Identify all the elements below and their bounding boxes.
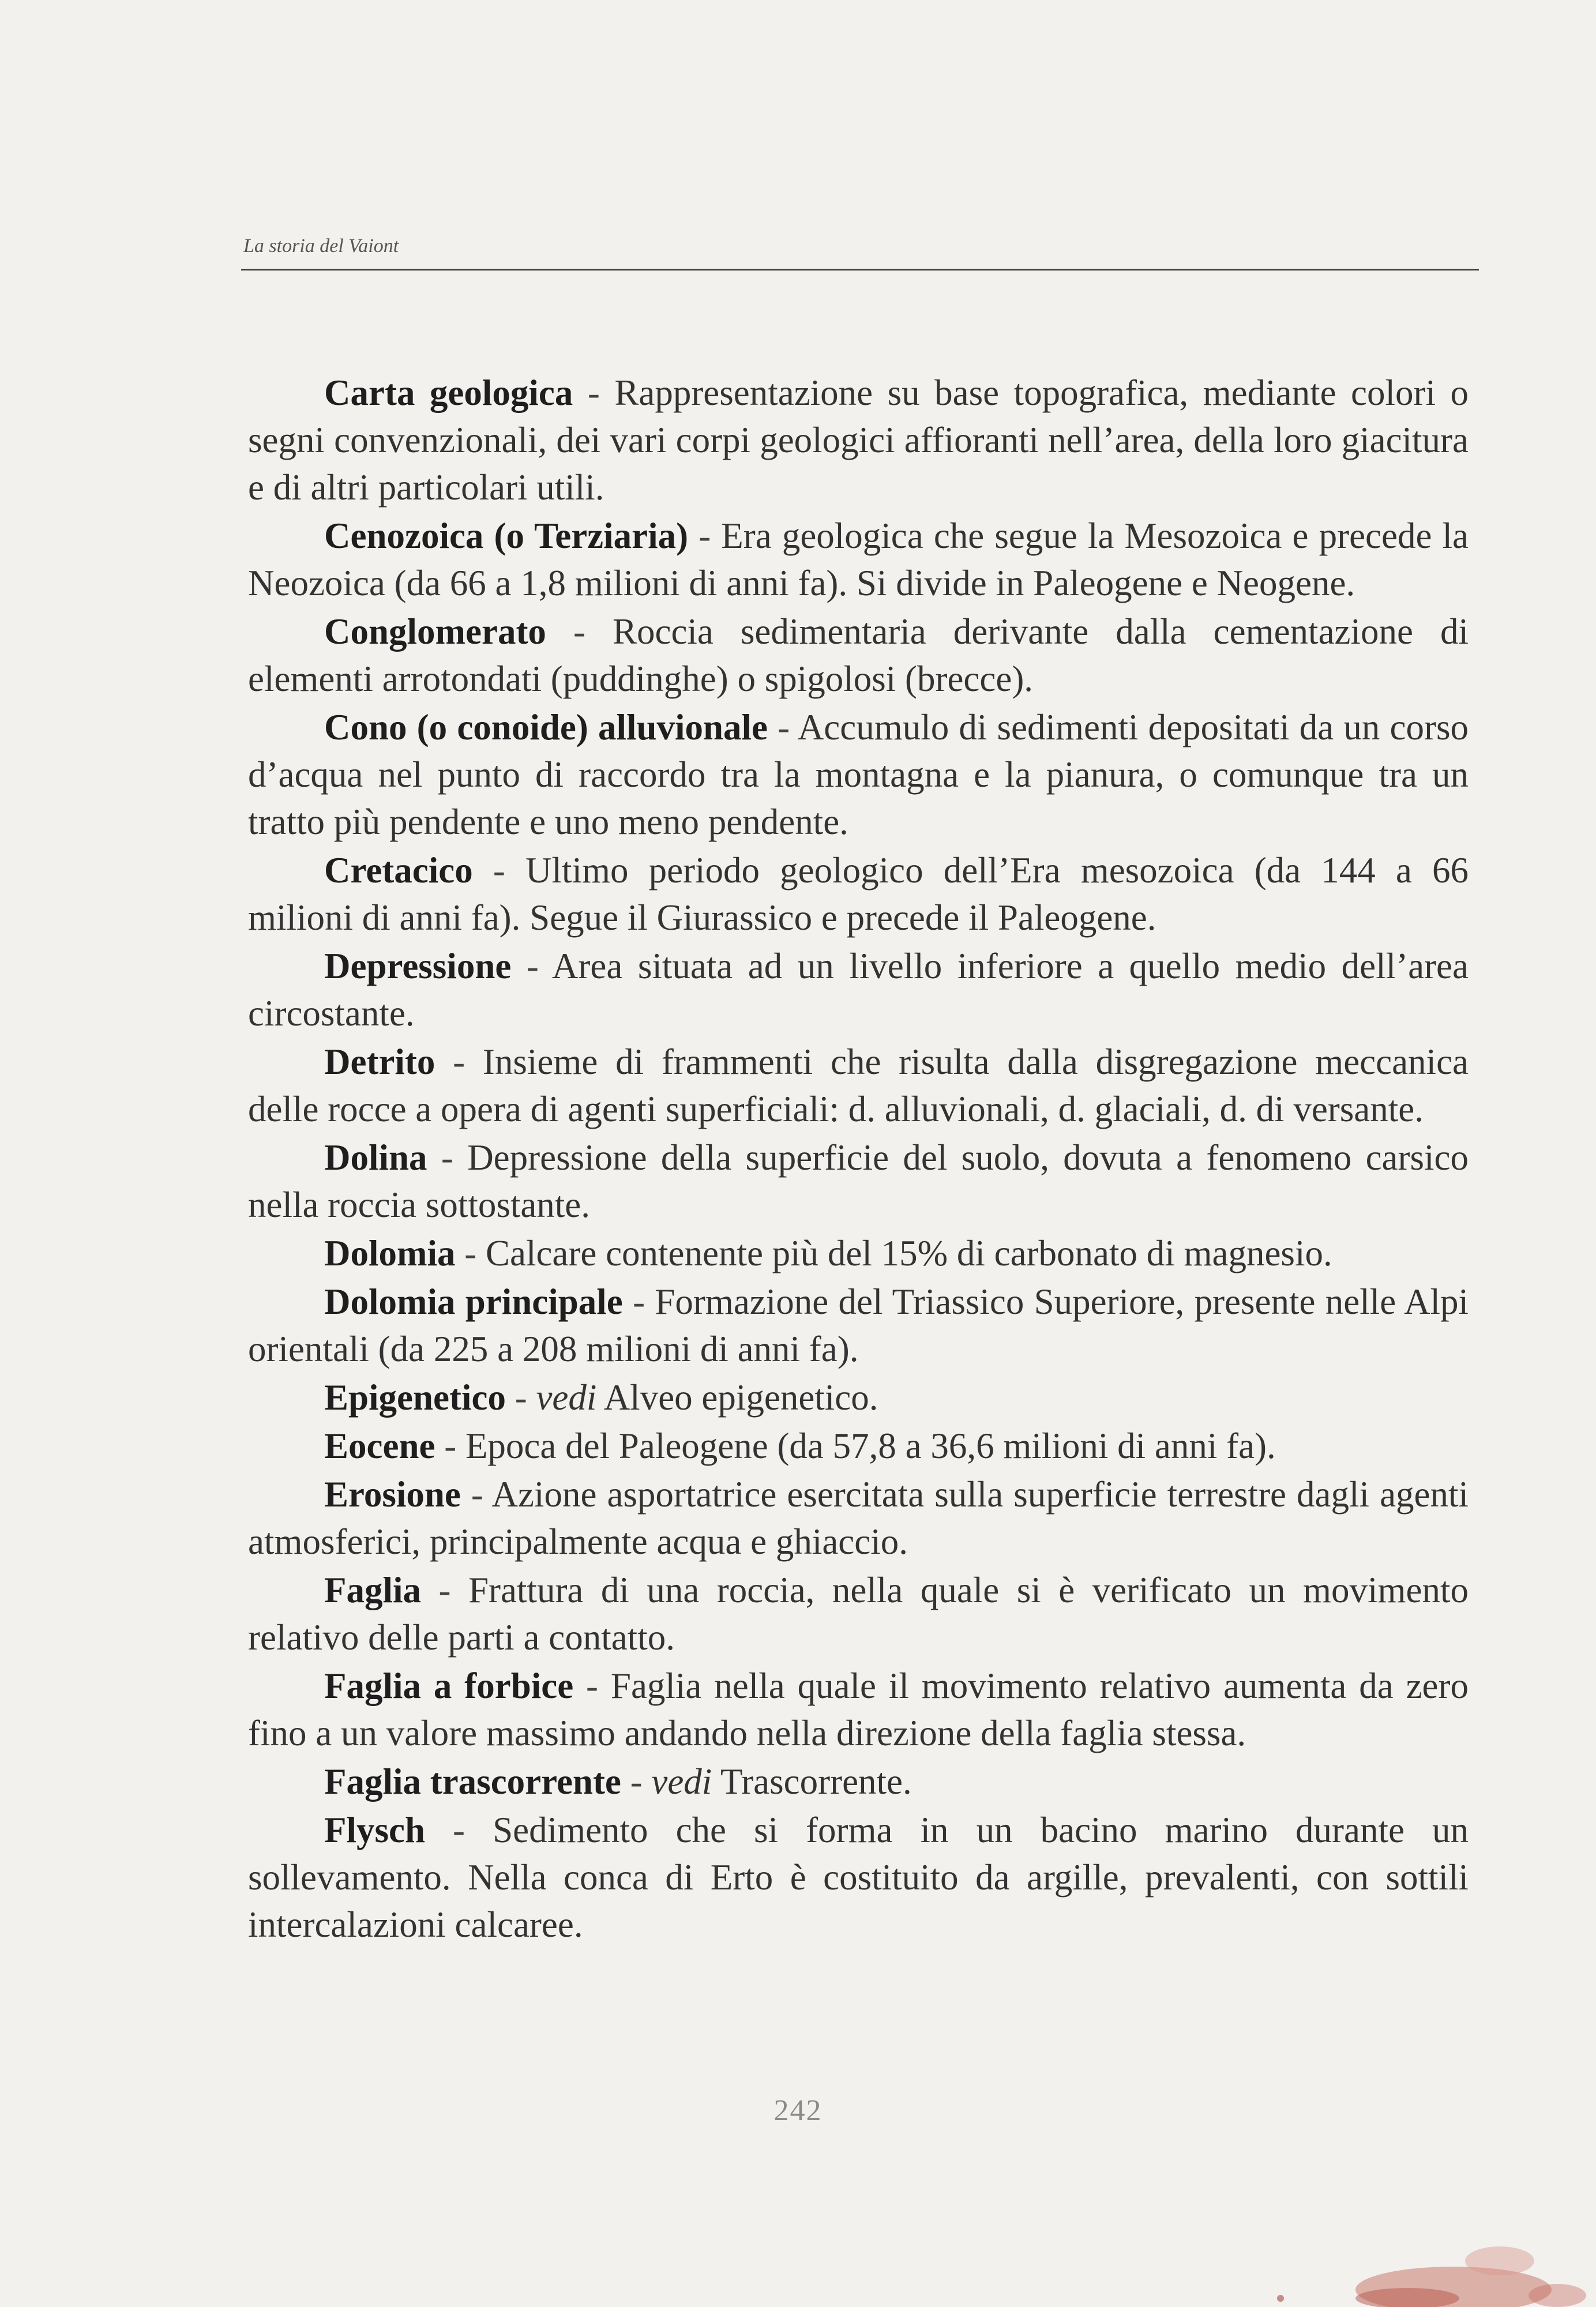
definition-text: Area situata ad un livello inferiore a quello medio dell’area circostante.: [248, 946, 1469, 1034]
term-separator: -: [455, 1233, 486, 1273]
glossary-term: Faglia trascorrente: [324, 1761, 621, 1802]
term-separator: -: [427, 1137, 468, 1178]
definition-text: Roccia sedimentaria derivante dalla cementazione di elementi arrotondati (puddinghe) o spigolosi (brecce).: [248, 611, 1469, 699]
term-separator: -: [425, 1810, 493, 1850]
definition-text: Calcare contenente più del 15% di carbonato di magnesio.: [485, 1233, 1332, 1273]
definition-text: Alveo epigenetico.: [603, 1377, 878, 1418]
paper-stain: [1084, 2174, 1596, 2307]
definition-text: Trascorrente.: [720, 1761, 912, 1802]
cross-reference-marker: vedi: [651, 1761, 712, 1802]
page-number: 242: [773, 2094, 823, 2127]
definition-text: Azione asportatrice esercitata sulla superficie terrestre dagli agenti atmosferici, principalmente acqua e ghiaccio.: [248, 1474, 1469, 1562]
glossary-entry: [248, 1471, 1469, 1565]
definition-text: Accumulo di sedimenti depositati da un corso d’acqua nel punto di raccordo tra la montagna e la pianura, o comunque tra un tratto più pendente e uno meno pendente.: [248, 707, 1469, 842]
glossary-entry: [248, 847, 1469, 941]
glossary-entry: [248, 1566, 1469, 1661]
glossary-term: Eocene: [324, 1426, 435, 1466]
definition-text: Frattura di una roccia, nella quale si è verificato un movimento relativo delle parti a contatto.: [248, 1570, 1469, 1658]
definition-text: Depressione della superficie del suolo, dovuta a fenomeno carsico nella roccia sottostante.: [248, 1137, 1469, 1225]
glossary-term: Dolomia principale: [324, 1282, 623, 1322]
term-separator: -: [688, 516, 722, 556]
glossary-entry: [248, 369, 1469, 511]
definition-text: Faglia nella quale il movimento relativo aumenta da zero fino a un valore massimo andando nella direzione della faglia stessa.: [248, 1666, 1469, 1753]
term-separator: -: [421, 1570, 468, 1610]
term-separator: -: [460, 1474, 492, 1515]
glossary-term: Carta geologica: [324, 373, 573, 413]
glossary-term: Dolomia: [324, 1233, 456, 1273]
glossary-entry: [248, 1038, 1469, 1133]
term-separator: -: [621, 1761, 652, 1802]
glossary-list: [248, 369, 1469, 1949]
glossary-entry: [248, 1662, 1469, 1757]
glossary-entry: [248, 1278, 1469, 1373]
term-separator: -: [472, 850, 525, 891]
definition-text: Epoca del Paleogene (da 57,8 a 36,6 milioni di anni fa).: [465, 1426, 1276, 1466]
glossary-entry: [248, 1422, 1469, 1470]
glossary-entry: [248, 1230, 1469, 1277]
glossary-term: Faglia a forbice: [324, 1666, 574, 1706]
glossary-entry: [248, 1806, 1469, 1948]
term-separator: -: [573, 1666, 611, 1706]
definition-text: Insieme di frammenti che risulta dalla disgregazione meccanica delle rocce a opera di agenti superficiali: d. alluvionali, d. glaciali, d. di versante.: [248, 1042, 1469, 1129]
term-separator: -: [573, 373, 615, 413]
glossary-definition: [486, 1233, 1332, 1273]
cross-reference-marker: vedi: [536, 1377, 597, 1418]
glossary-entry: [248, 704, 1469, 846]
glossary-term: Cretacico: [324, 850, 473, 891]
term-separator: -: [435, 1426, 465, 1466]
term-separator: -: [511, 946, 552, 986]
glossary-term: Dolina: [324, 1137, 427, 1178]
glossary-entry: [248, 1134, 1469, 1228]
glossary-term: Cenozoica (o Terziaria): [324, 516, 689, 556]
glossary-definition: [465, 1426, 1276, 1466]
running-title: La storia del Vaiont: [243, 235, 399, 257]
glossary-term: Flysch: [324, 1810, 426, 1850]
definition-text: Era geologica che segue la Mesozoica e precede la Neozoica (da 66 a 1,8 milioni di anni fa). Si divide in Paleogene e Neogene.: [248, 516, 1469, 603]
definition-text: Rappresentazione su base topografica, mediante colori o segni convenzionali, dei vari corpi geologici affioranti nell’area, della loro giacitura e di altri particolari utili.: [248, 373, 1469, 508]
glossary-definition: [651, 1761, 911, 1802]
term-separator: -: [505, 1377, 536, 1418]
glossary-entry: [248, 1374, 1469, 1421]
glossary-entry: [248, 1758, 1469, 1805]
term-separator: -: [622, 1282, 655, 1322]
header-rule: [241, 269, 1479, 270]
definition-text: Ultimo periodo geologico dell’Era mesozoica (da 144 a 66 milioni di anni fa). Segue il Giurassico e precede il Paleogene.: [248, 850, 1469, 938]
glossary-term: Epigenetico: [324, 1377, 506, 1418]
definition-text: Sedimento che si forma in un bacino marino durante un sollevamento. Nella conca di Erto è costituito da argille, prevalenti, con sottili intercalazioni calcaree.: [248, 1810, 1469, 1945]
glossary-term: Erosione: [324, 1474, 461, 1515]
glossary-entry: [248, 608, 1469, 702]
definition-text: Formazione del Triassico Superiore, presente nelle Alpi orientali (da 225 a 208 milioni di anni fa).: [248, 1282, 1469, 1369]
term-separator: -: [768, 707, 798, 747]
glossary-term: Cono (o conoide) alluvionale: [324, 707, 768, 747]
term-separator: -: [546, 611, 613, 652]
glossary-term: Detrito: [324, 1042, 435, 1082]
glossary-entry: [248, 512, 1469, 607]
glossary-definition: [536, 1377, 878, 1418]
glossary-term: Faglia: [324, 1570, 421, 1610]
glossary-term: Conglomerato: [324, 611, 546, 652]
glossary-entry: [248, 942, 1469, 1037]
term-separator: -: [435, 1042, 483, 1082]
glossary-term: Depressione: [324, 946, 512, 986]
